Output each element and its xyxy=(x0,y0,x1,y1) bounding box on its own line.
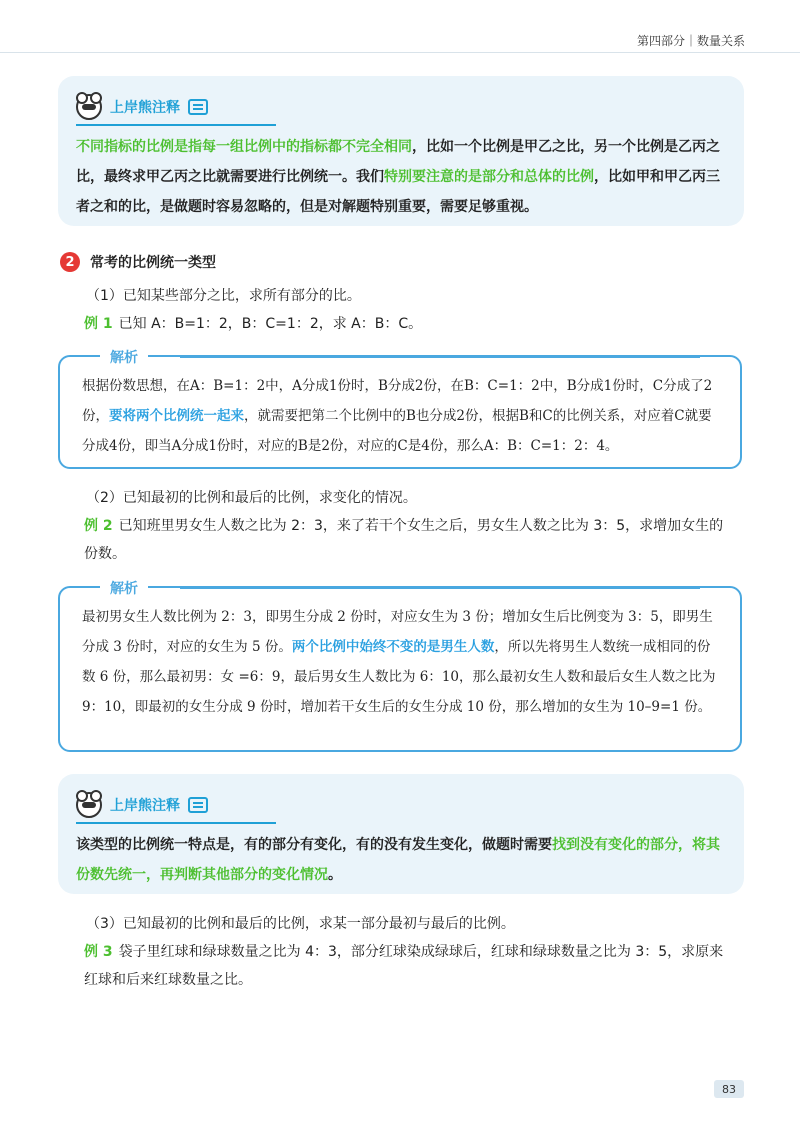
analysis-highlight: 两个比例中始终不变的是男生人数 xyxy=(291,639,495,655)
running-header: 第四部分｜数量关系 xyxy=(636,34,745,48)
section-heading xyxy=(60,252,216,272)
note-title-text: 上岸熊注释 xyxy=(110,100,180,116)
analysis-text: 最初男女生人数比例为 2：3，即男生分成 2 份时，对应女生为 3 份；增加女生后比例变为 3：5，即男生分成 3 份时，对应的女生为 5 份。 xyxy=(82,609,713,655)
note-highlight: 不同指标的比例是指每一组比例中的指标都不完全相同 xyxy=(76,139,412,155)
example-text: 袋子里红球和绿球数量之比为 4：3，部分红球染成绿球后，红球和绿球数量之比为 3：5，求原来红球和后来红球数量之比。 xyxy=(84,944,724,988)
note-highlight: 特别要注意的是部分和总体的比例 xyxy=(384,169,594,185)
example-2 xyxy=(84,512,734,568)
note-body-2 xyxy=(76,830,726,890)
note-text: ，比如一个比例是甲乙之比，另一个比例是乙丙之比，最终求甲乙丙之比就需要进行比例统一。我们 xyxy=(76,139,720,185)
chat-bubble-icon xyxy=(188,797,208,813)
page-number: 83 xyxy=(714,1080,744,1098)
analysis-text: ，就需要把第二个比例中的B也分成2份，根据B和C的比例关系，对应着C就要分成4份，即当A分成1份时，对应的B是2份，对应的C是4份，那么A：B：C=1：2：4。 xyxy=(82,408,712,454)
chat-bubble-icon xyxy=(188,99,208,115)
analysis-box-1 xyxy=(58,350,742,469)
example-text: 已知 A：B=1：2，B：C=1：2，求 A：B：C。 xyxy=(118,316,423,332)
note-title-underline xyxy=(76,124,276,126)
analysis-tag: 解析 xyxy=(100,347,148,367)
section-title: 常考的比例统一类型 xyxy=(90,255,216,271)
note-body-1 xyxy=(76,132,726,222)
bear-note-box-2 xyxy=(58,774,744,894)
header-rule xyxy=(0,52,800,53)
note-text: 该类型的比例统一特点是，有的部分有变化，有的没有发生变化，做题时需要 xyxy=(76,837,552,853)
item-1: （1）已知某些部分之比，求所有部分的比。 xyxy=(86,288,361,304)
example-1 xyxy=(84,310,734,338)
note-highlight: 找到没有变化的部分，将其份数先统一，再判断其他部分的变化情况 xyxy=(76,837,720,883)
analysis-body-2 xyxy=(82,602,720,722)
item-3: （3）已知最初的比例和最后的比例，求某一部分最初与最后的比例。 xyxy=(86,916,515,932)
note-text: ，比如甲和甲乙丙三者之和的比，是做题时容易忽略的，但是对解题特别重要，需要足够重视。 xyxy=(76,169,720,215)
bear-mascot-icon xyxy=(76,94,102,120)
note-title-1 xyxy=(76,94,208,120)
analysis-text: ，所以先将男生人数统一成相同的份数 6 份，那么最初男：女 =6：9，最后男女生人数比为 6：10，那么最初女生人数和最后女生人数之比为 9：10，即最初的女生分成 9 份时，增加若干女生后的女生分成 10 份，那么增加的女生为 10–9=1 份。 xyxy=(82,639,716,715)
item-2: （2）已知最初的比例和最后的比例，求变化的情况。 xyxy=(86,490,417,506)
note-title-text: 上岸熊注释 xyxy=(110,798,180,814)
note-text: 。 xyxy=(328,867,342,883)
example-label: 例 2 xyxy=(84,518,113,534)
analysis-tag: 解析 xyxy=(100,578,148,598)
example-label: 例 3 xyxy=(84,944,113,960)
analysis-text: 根据份数思想，在A：B=1：2中，A分成1份时，B分成2份，在B：C=1：2中，B分成1份时，C分成了2份， xyxy=(82,378,713,424)
example-3 xyxy=(84,938,734,994)
note-title-2 xyxy=(76,792,208,818)
bear-note-box-1 xyxy=(58,76,744,226)
note-title-underline xyxy=(76,822,276,824)
bear-mascot-icon xyxy=(76,792,102,818)
analysis-box-2 xyxy=(58,581,742,752)
example-text: 已知班里男女生人数之比为 2：3，来了若干个女生之后，男女生人数之比为 3：5，求增加女生的份数。 xyxy=(84,518,724,562)
analysis-body-1 xyxy=(82,371,720,461)
example-label: 例 1 xyxy=(84,316,113,332)
section-number-badge: 2 xyxy=(60,252,80,272)
analysis-highlight: 要将两个比例统一起来 xyxy=(109,408,244,424)
